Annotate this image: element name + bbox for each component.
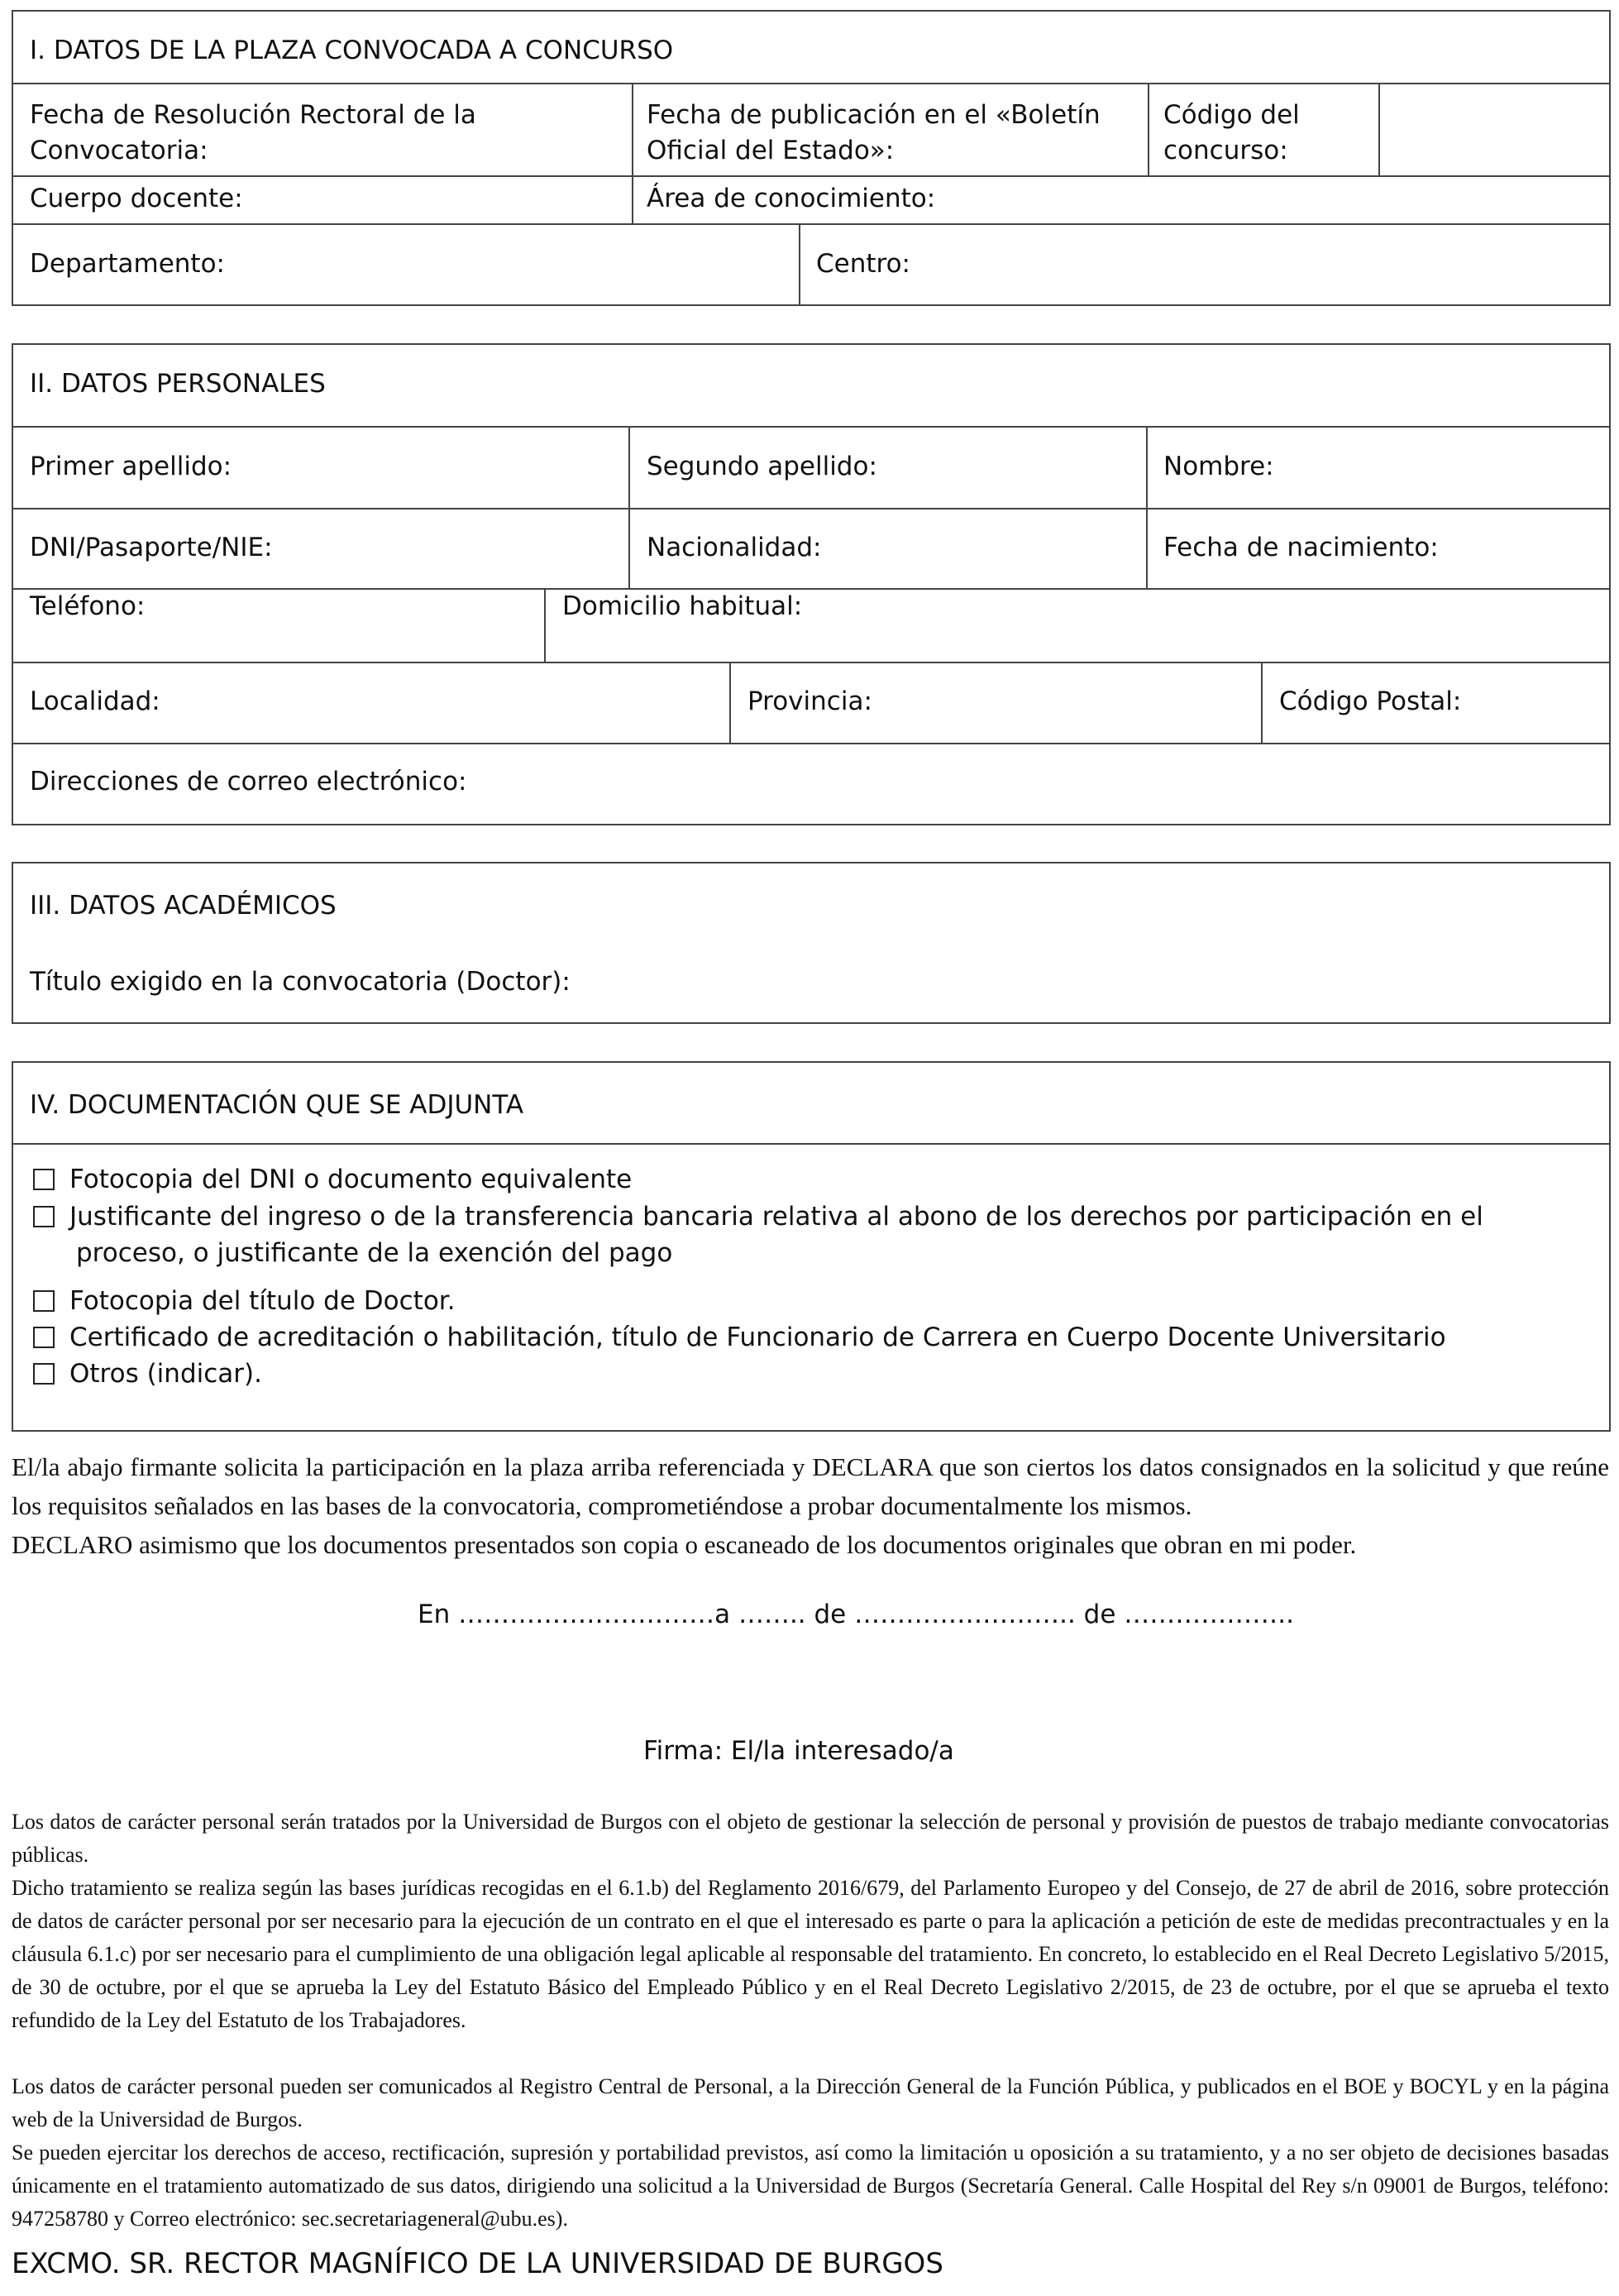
doc-item-otros: Otros (indicar). (69, 1359, 262, 1389)
divider (12, 223, 1611, 225)
divider (1378, 83, 1380, 175)
addressee: EXCMO. SR. RECTOR MAGNÍFICO DE LA UNIVERSIDAD DE BURGOS (12, 2247, 943, 2280)
privacy-p1: Los datos de carácter personal serán tratados por la Universidad de Burgos con el objeto de gestionar la selección de personal y provisión de puestos de trabajo mediante convocatorias públicas. (12, 1810, 1609, 1867)
privacy-p2: Dicho tratamiento se realiza según las bases jurídicas recogidas en el 6.1.b) del Reglamento 2016/679, del Parlamento Europeo y del Consejo, de 27 de abril de 2016, sobre protección de datos de carácter personal por ser necesario para la ejecución de un contrato en el que el interesado es parte o para la aplicación a petición de este de medidas precontractuales y en la cláusula 6.1.c) por ser necesario para el cumplimiento de una obligación legal aplicable al responsable del tratamiento. En concreto, lo establecido en el Real Decreto Legislativo 5/2015, de 30 de octubre, por el que se aprueba la Ley del Estatuto Básico del Empleado Público y en el Real Decreto Legislativo 2/2015, de 23 de octubre, por el que se aprueba el texto refundido de la Ley del Estatuto de los Trabajadores. (12, 1876, 1609, 2032)
divider (632, 83, 633, 223)
declaration-text-2: DECLARO asimismo que los documentos presentados son copia o escaneado de los documentos originales que obran en mi poder. (12, 1530, 1357, 1559)
doc-item-certificado: Certificado de acreditación o habilitación, título de Funcionario de Carrera en Cuerpo Docente Universitario (69, 1323, 1446, 1352)
divider (12, 662, 1611, 663)
doc-item-titulo-doctor: Fotocopia del título de Doctor. (69, 1286, 456, 1316)
section-title: I. DATOS DE LA PLAZA CONVOCADA A CONCURSO (30, 36, 674, 65)
label-centro: Centro: (816, 249, 910, 279)
section-title: II. DATOS PERSONALES (30, 369, 326, 399)
privacy-p3: Los datos de carácter personal pueden ser comunicados al Registro Central de Personal, a la Dirección General de la Función Pública, y publicados en el BOE y BOCYL y en la página web de la Universidad de Burgos. (12, 2074, 1609, 2131)
divider (729, 662, 731, 743)
label-dni: DNI/Pasaporte/NIE: (30, 533, 273, 562)
label-codigo-postal: Código Postal: (1279, 686, 1462, 716)
label-localidad: Localidad: (30, 686, 160, 716)
divider (1261, 662, 1263, 743)
label-cuerpo: Cuerpo docente: (30, 184, 243, 213)
label-provincia: Provincia: (747, 686, 872, 716)
divider (1148, 83, 1149, 175)
checkbox-otros[interactable] (33, 1363, 55, 1385)
place-date-line: En …………………………a …….. de …………………….. de ……………….. (418, 1600, 1294, 1629)
label-fecha-boe: Fecha de publicación en el «Boletín (647, 100, 1101, 130)
divider (1146, 426, 1148, 588)
doc-item-justificante: Justificante del ingreso o de la transferencia bancaria relativa al abono de los derechos por participación en el (69, 1202, 1483, 1232)
label-telefono: Teléfono: (30, 591, 146, 621)
doc-item-dni: Fotocopia del DNI o documento equivalente (69, 1165, 633, 1194)
divider (799, 223, 800, 306)
section-academicos (12, 862, 1611, 1024)
checkbox-certificado[interactable] (33, 1327, 55, 1348)
label-nombre: Nombre: (1163, 452, 1274, 481)
declaration-text: El/la abajo firmante solicita la participación en la plaza arriba referenciada y DECLARA que son ciertos los datos consignados en la solicitud y que reúne los requisitos señalados en las bases de la convocatoria, comprometiéndose a probar documentalmente los mismos. (12, 1452, 1609, 1520)
label-fecha-nacimiento: Fecha de nacimiento: (1163, 533, 1439, 562)
divider (12, 83, 1611, 84)
signature-label: Firma: El/la interesado/a (643, 1736, 954, 1766)
section-title: III. DATOS ACADÉMICOS (30, 891, 337, 921)
section-title: IV. DOCUMENTACIÓN QUE SE ADJUNTA (30, 1090, 524, 1120)
divider (12, 743, 1611, 744)
checkbox-dni[interactable] (33, 1169, 55, 1190)
label-domicilio: Domicilio habitual: (562, 591, 803, 621)
divider (12, 426, 1611, 428)
label-nacionalidad: Nacionalidad: (647, 533, 822, 562)
label-fecha-resolucion-cont: Convocatoria: (30, 136, 208, 165)
label-primer-apellido: Primer apellido: (30, 452, 232, 481)
label-fecha-boe-cont: Oficial del Estado»: (647, 136, 895, 165)
label-correo: Direcciones de correo electrónico: (30, 767, 467, 796)
section-personales (12, 343, 1611, 825)
divider (12, 175, 1611, 177)
label-departamento: Departamento: (30, 249, 225, 279)
divider (12, 508, 1611, 509)
label-fecha-resolucion: Fecha de Resolución Rectoral de la (30, 100, 476, 130)
label-area: Área de conocimiento: (647, 184, 936, 213)
label-segundo-apellido: Segundo apellido: (647, 452, 877, 481)
label-codigo-cont: concurso: (1163, 136, 1288, 165)
divider (12, 588, 1611, 590)
divider (544, 588, 546, 662)
doc-item-justificante-cont: proceso, o justificante de la exención del pago (76, 1238, 673, 1268)
divider (628, 426, 630, 588)
privacy-p4: Se pueden ejercitar los derechos de acceso, rectificación, supresión y portabilidad previstos, así como la limitación u oposición a su tratamiento, y a no ser objeto de decisiones basadas únicamente en el tratamiento automatizado de sus datos, dirigiendo una solicitud a la Universidad de Burgos (Secretaría General. Calle Hospital del Rey s/n 09001 de Burgos, teléfono: 947258780 y Correo electrónico: sec.secretariageneral@ubu.es). (12, 2141, 1609, 2231)
label-codigo: Código del (1163, 100, 1300, 130)
label-titulo: Título exigido en la convocatoria (Doctor): (30, 967, 571, 997)
checkbox-titulo-doctor[interactable] (33, 1290, 55, 1312)
divider (12, 1143, 1611, 1145)
checkbox-justificante[interactable] (33, 1206, 55, 1227)
